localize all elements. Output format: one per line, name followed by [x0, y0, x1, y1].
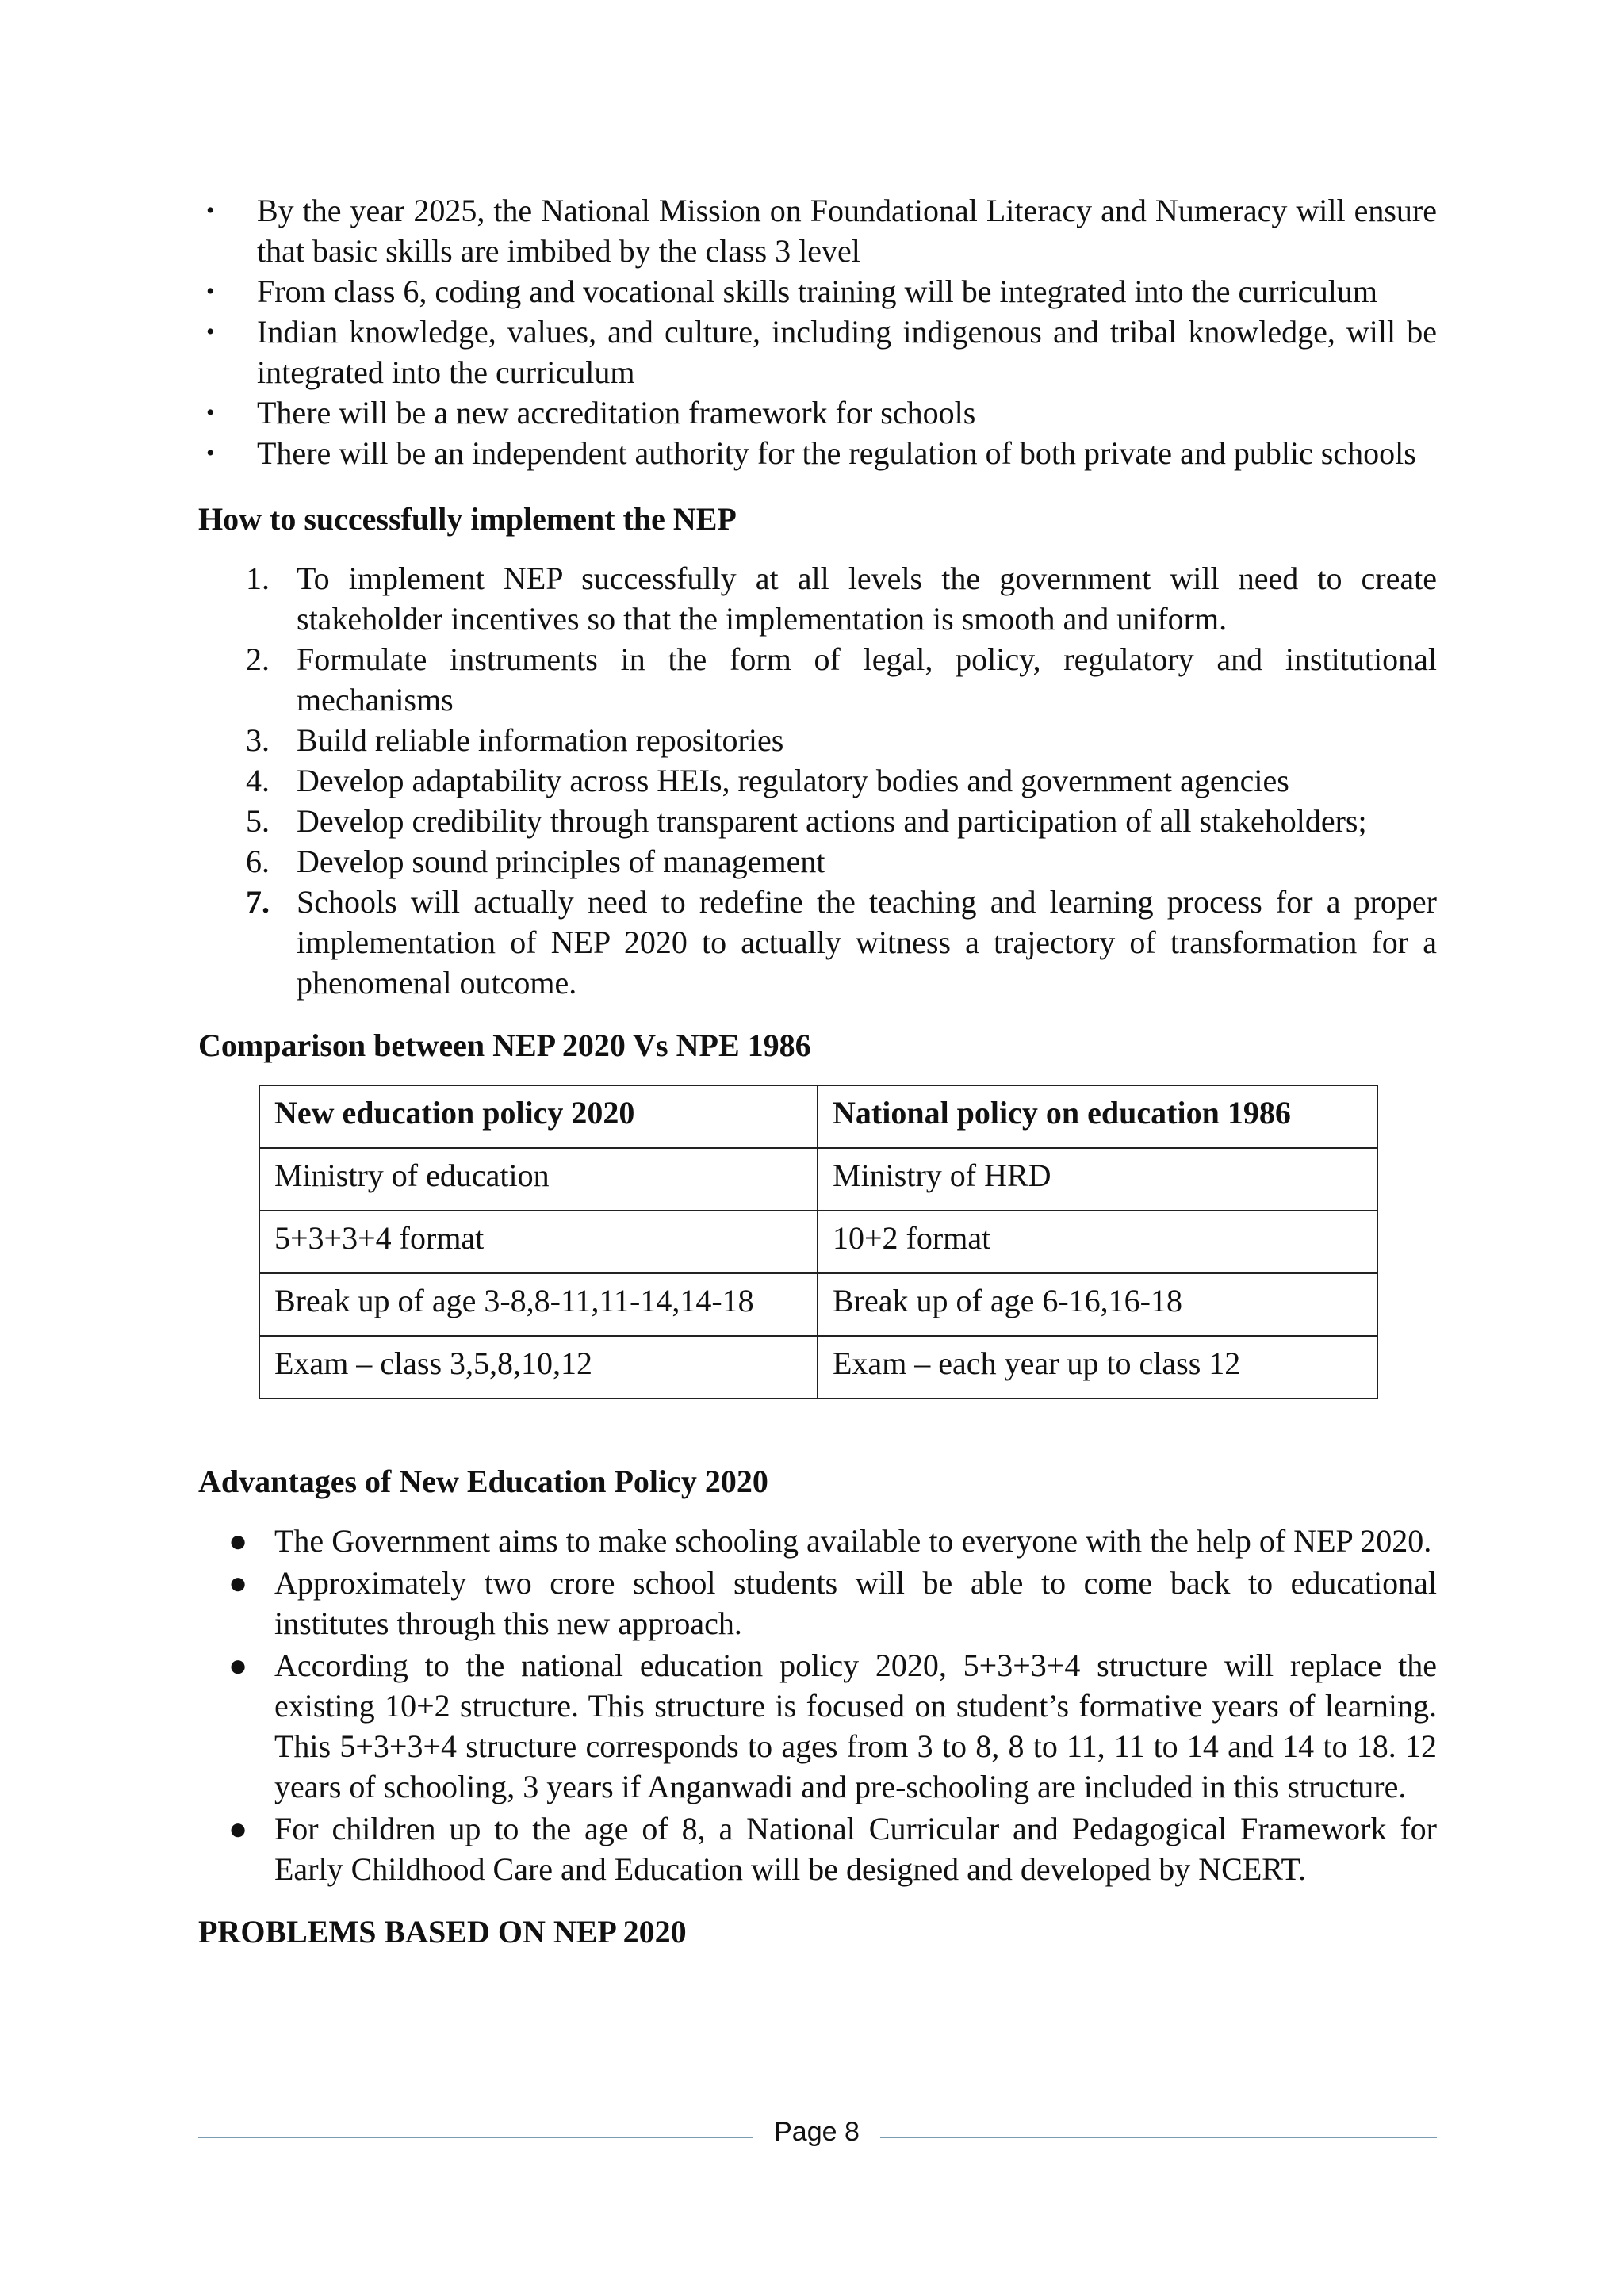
item-number: 4. — [246, 763, 270, 798]
list-item — [198, 1521, 1437, 1561]
table-header-row — [259, 1085, 1377, 1148]
item-number: 5. — [246, 803, 270, 839]
comparison-table — [259, 1085, 1378, 1399]
advantages-bullet-list — [198, 1521, 1437, 1889]
item-text: Develop credibility through transparent actions and participation of all stakeholders; — [297, 803, 1367, 839]
item-text: Schools will actually need to redefine the teaching and learning process for a proper implementation of NEP 2020 to actually witness a trajectory of transformation for a phenomenal outcome. — [297, 884, 1437, 1001]
item-text: Develop sound principles of management — [297, 844, 825, 879]
list-item — [198, 312, 1437, 392]
list-item — [198, 882, 1437, 1003]
list-item — [198, 720, 1437, 760]
bullet-icon: ● — [228, 1523, 248, 1559]
table-cell: Ministry of education — [259, 1148, 818, 1211]
item-number: 7. — [246, 884, 270, 920]
bullet-icon: • — [206, 278, 215, 304]
item-number: 1. — [246, 561, 270, 596]
bullet-text: According to the national education policy 2020, 5+3+3+4 structure will replace the existing 10+2 structure. This structure is focused on student’s formative years of learning. This 5+3+3+4 structure corresponds to ages from 3 to 8, 8 to 11, 11 to 14 and 14 to 18. 12 years of schooling, 3 years if Anganwadi and pre-schooling are included in this structure. — [274, 1647, 1437, 1804]
table-row — [259, 1211, 1377, 1273]
table-row — [259, 1148, 1377, 1211]
bullet-text: There will be a new accreditation framework for schools — [257, 395, 976, 430]
column-header: New education policy 2020 — [259, 1085, 818, 1148]
bullet-icon: • — [206, 197, 215, 224]
list-item — [198, 392, 1437, 433]
problems-heading: PROBLEMS BASED ON NEP 2020 — [198, 1914, 687, 1950]
item-text: Build reliable information repositories — [297, 722, 784, 758]
table-cell: Ministry of HRD — [818, 1148, 1377, 1211]
bullet-icon: • — [206, 400, 215, 426]
table-cell: Break up of age 3-8,8-11,11-14,14-18 — [259, 1273, 818, 1336]
footer-divider-left — [198, 2137, 753, 2138]
list-item — [198, 433, 1437, 473]
list-item — [198, 639, 1437, 720]
bullet-text: For children up to the age of 8, a National Curricular and Pedagogical Framework for Early Childhood Care and Education will be designed and developed by NCERT. — [274, 1811, 1437, 1887]
bullet-icon: ● — [228, 1811, 248, 1846]
table-cell: 10+2 format — [818, 1211, 1377, 1273]
bullet-icon: ● — [228, 1565, 248, 1601]
item-text: Develop adaptability across HEIs, regulatory bodies and government agencies — [297, 763, 1289, 798]
list-item — [198, 801, 1437, 841]
list-item — [198, 841, 1437, 882]
implement-numbered-list — [198, 558, 1437, 1003]
footer-divider-right — [880, 2137, 1437, 2138]
table-cell: 5+3+3+4 format — [259, 1211, 818, 1273]
page-footer — [198, 2109, 1437, 2156]
table-cell: Exam – each year up to class 12 — [818, 1336, 1377, 1399]
bullet-icon: • — [206, 319, 215, 345]
list-item — [198, 1808, 1437, 1889]
bullet-text: The Government aims to make schooling available to everyone with the help of NEP 2020. — [274, 1523, 1432, 1559]
page-number: Page 8 — [774, 2117, 860, 2147]
item-number: 2. — [246, 641, 270, 677]
list-item — [198, 190, 1437, 271]
item-number: 6. — [246, 844, 270, 879]
table-cell: Break up of age 6-16,16-18 — [818, 1273, 1377, 1336]
bullet-text: Approximately two crore school students will be able to come back to educational institutes through this new approach. — [274, 1565, 1437, 1641]
item-text: To implement NEP successfully at all levels the government will need to create stakeholder incentives so that the implementation is smooth and uniform. — [297, 561, 1437, 637]
item-text: Formulate instruments in the form of legal, policy, regulatory and institutional mechanisms — [297, 641, 1437, 718]
list-item — [198, 1563, 1437, 1644]
page-content — [198, 190, 1437, 1952]
list-item — [198, 1645, 1437, 1807]
table-row — [259, 1336, 1377, 1399]
item-number: 3. — [246, 722, 270, 758]
table-cell: Exam – class 3,5,8,10,12 — [259, 1336, 818, 1399]
bullet-icon: • — [206, 440, 215, 466]
bullet-text: Indian knowledge, values, and culture, including indigenous and tribal knowledge, will be integrated into the curriculum — [257, 314, 1437, 390]
advantages-heading: Advantages of New Education Policy 2020 — [198, 1464, 768, 1499]
bullet-icon: ● — [228, 1647, 248, 1683]
implement-heading: How to successfully implement the NEP — [198, 501, 737, 537]
list-item — [198, 558, 1437, 639]
intro-bullet-list — [198, 190, 1437, 473]
bullet-text: From class 6, coding and vocational skills training will be integrated into the curriculum — [257, 274, 1378, 309]
bullet-text: There will be an independent authority for the regulation of both private and public schools — [257, 435, 1416, 471]
list-item — [198, 271, 1437, 312]
comparison-heading: Comparison between NEP 2020 Vs NPE 1986 — [198, 1027, 811, 1063]
column-header: National policy on education 1986 — [818, 1085, 1377, 1148]
table-row — [259, 1273, 1377, 1336]
bullet-text: By the year 2025, the National Mission on Foundational Literacy and Numeracy will ensure that basic skills are imbibed by the class 3 level — [257, 193, 1437, 269]
list-item — [198, 760, 1437, 801]
